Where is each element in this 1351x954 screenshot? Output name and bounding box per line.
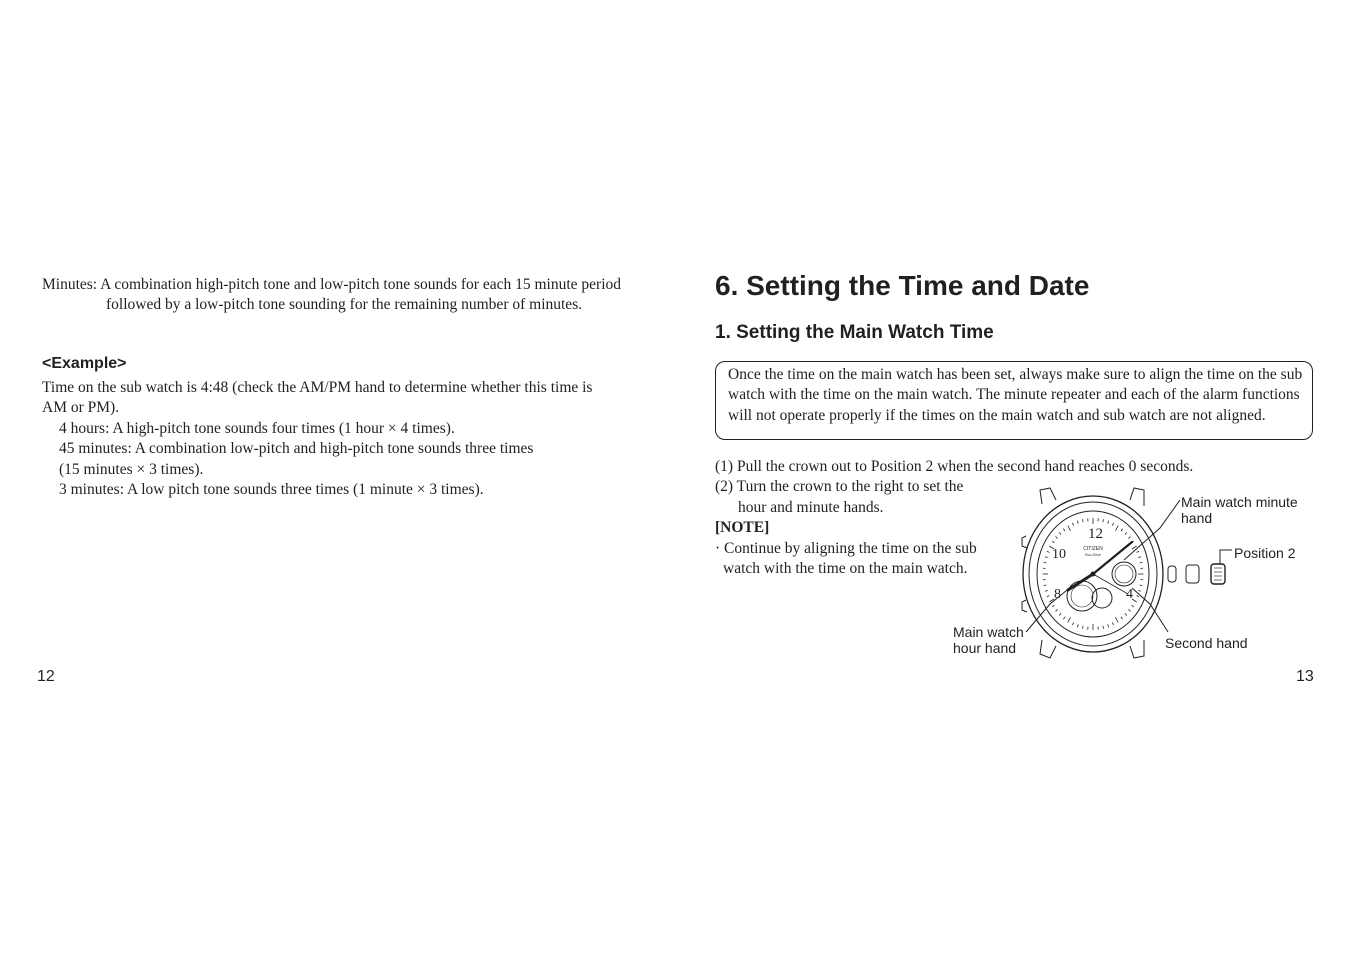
dial-tick <box>1116 526 1119 531</box>
dial-tick <box>1121 529 1123 531</box>
dial-tick <box>1125 613 1127 615</box>
dial-numeral-4: 4 <box>1126 587 1133 602</box>
note-line2: watch with the time on the main watch. <box>723 560 968 578</box>
page-number-left: 12 <box>37 668 55 685</box>
crown-position-1 <box>1186 565 1199 583</box>
callout-minute-hand <box>1181 494 1298 526</box>
dial-tick <box>1128 609 1130 611</box>
step-1: (1) Pull the crown out to Position 2 when the second hand reaches 0 seconds. <box>715 458 1194 475</box>
callout-hour-hand-line2: hour hand <box>953 640 1017 656</box>
callout-minute-hand-line2: hand <box>1181 510 1213 526</box>
callout-hour-hand-line1: Main watch <box>953 624 1024 640</box>
dial-tick <box>1137 551 1139 552</box>
example-intro-line2: AM or PM). <box>42 399 120 417</box>
dial-tick <box>1121 617 1123 619</box>
dial-tick <box>1044 562 1047 563</box>
leader-position-2 <box>1220 550 1232 564</box>
dial-tick <box>1125 532 1127 534</box>
second-hand <box>1093 574 1128 594</box>
dial-tick <box>1045 557 1048 558</box>
top-left-lug <box>1040 488 1056 504</box>
top-right-lug <box>1130 488 1144 506</box>
dial-tick <box>1103 626 1104 629</box>
dial-tick <box>1047 551 1049 552</box>
dial-tick <box>1052 541 1054 543</box>
crown-position-2 <box>1211 564 1225 584</box>
dial-tick <box>1108 521 1109 524</box>
dial-tick <box>1137 596 1139 597</box>
subdial-right <box>1112 562 1136 586</box>
example-body <box>42 378 642 500</box>
dial-tick <box>1068 526 1071 531</box>
example-hours-line: 4 hours: A high-pitch tone sounds four times (1 hour × 4 times). <box>59 419 455 437</box>
dial-tick <box>1047 596 1049 597</box>
dial-tick <box>1116 617 1119 622</box>
dial-tick <box>1056 537 1058 539</box>
dial-tick <box>1045 590 1048 591</box>
example-heading: <Example> <box>42 355 127 372</box>
note-line1: · Continue by aligning the time on the sub <box>715 539 977 557</box>
example-45min-line1: 45 minutes: A combination low-pitch and high-pitch tone sounds three times <box>59 440 534 458</box>
bottom-left-lug <box>1040 640 1056 658</box>
dial-tick <box>1068 617 1071 622</box>
dial-tick <box>1056 609 1058 611</box>
dial-tick <box>1138 590 1141 591</box>
subdial-bottom-right <box>1092 588 1112 608</box>
dial-tick <box>1132 605 1134 607</box>
dial-tick <box>1103 519 1104 522</box>
dial-tick <box>1112 622 1113 625</box>
callout-position-2: Position 2 <box>1234 545 1296 561</box>
dial-tick <box>1059 532 1061 534</box>
minutes-description <box>42 275 642 316</box>
dial-tick <box>1073 622 1074 625</box>
dial-tick <box>1140 585 1143 586</box>
step-2-line2: hour and minute hands. <box>738 498 884 516</box>
dial-tick <box>1077 521 1078 524</box>
dial-tick <box>1128 537 1130 539</box>
page-number-right: 13 <box>1296 668 1314 685</box>
bottom-right-lug <box>1130 640 1144 658</box>
dial-tick <box>1138 557 1141 558</box>
example-3min-line: 3 minutes: A low pitch tone sounds three times (1 minute × 3 times). <box>59 481 484 499</box>
dial-numeral-8: 8 <box>1054 587 1061 602</box>
subsection-title: 1. Setting the Main Watch Time <box>715 322 994 343</box>
dial-tick <box>1083 626 1084 629</box>
crown-position-0 <box>1168 566 1176 582</box>
notice-box: Once the time on the main watch has been set, always make sure to align the time on the sub watch with the time on the main watch. The minute repeater and each of the alarm functions will not operate properly if the times on the main watch and sub watch are not aligned. <box>715 361 1313 440</box>
callout-minute-hand-line1: Main watch minute <box>1181 494 1298 510</box>
dial-tick <box>1108 624 1109 627</box>
dial-tick <box>1083 519 1084 522</box>
leader-hour-hand <box>1026 586 1072 632</box>
dial-numeral-10: 10 <box>1052 547 1066 562</box>
dial-tick <box>1063 617 1065 619</box>
step-2-line1: (2) Turn the crown to the right to set the <box>715 478 964 496</box>
callout-second-hand: Second hand <box>1165 635 1248 651</box>
callout-hour-hand <box>953 624 1024 656</box>
minutes-text: Minutes: A combination high-pitch tone and low-pitch tone sounds for each 15 minute period followed by a low-pitch tone sounding for the remaining number of minutes. <box>42 276 621 314</box>
dial-brand: CITIZEN <box>1083 546 1103 552</box>
dial-numeral-12: 12 <box>1088 526 1103 542</box>
note-label: [NOTE] <box>715 519 770 537</box>
section-title: 6. Setting the Time and Date <box>715 270 1090 301</box>
dial-sub-brand: Eco-Drive <box>1085 553 1101 557</box>
example-intro-line1: Time on the sub watch is 4:48 (check the AM/PM hand to determine whether this time is <box>42 379 593 396</box>
dial-tick <box>1077 624 1078 627</box>
dial-tick <box>1112 523 1113 526</box>
dial-tick <box>1073 523 1074 526</box>
dial-tick <box>1059 613 1061 615</box>
dial-tick <box>1132 546 1137 549</box>
example-45min-line2: (15 minutes × 3 times). <box>59 460 204 478</box>
dial-tick <box>1052 605 1054 607</box>
dial-tick <box>1044 585 1047 586</box>
dial-tick <box>1140 562 1143 563</box>
dial-tick <box>1063 529 1065 531</box>
